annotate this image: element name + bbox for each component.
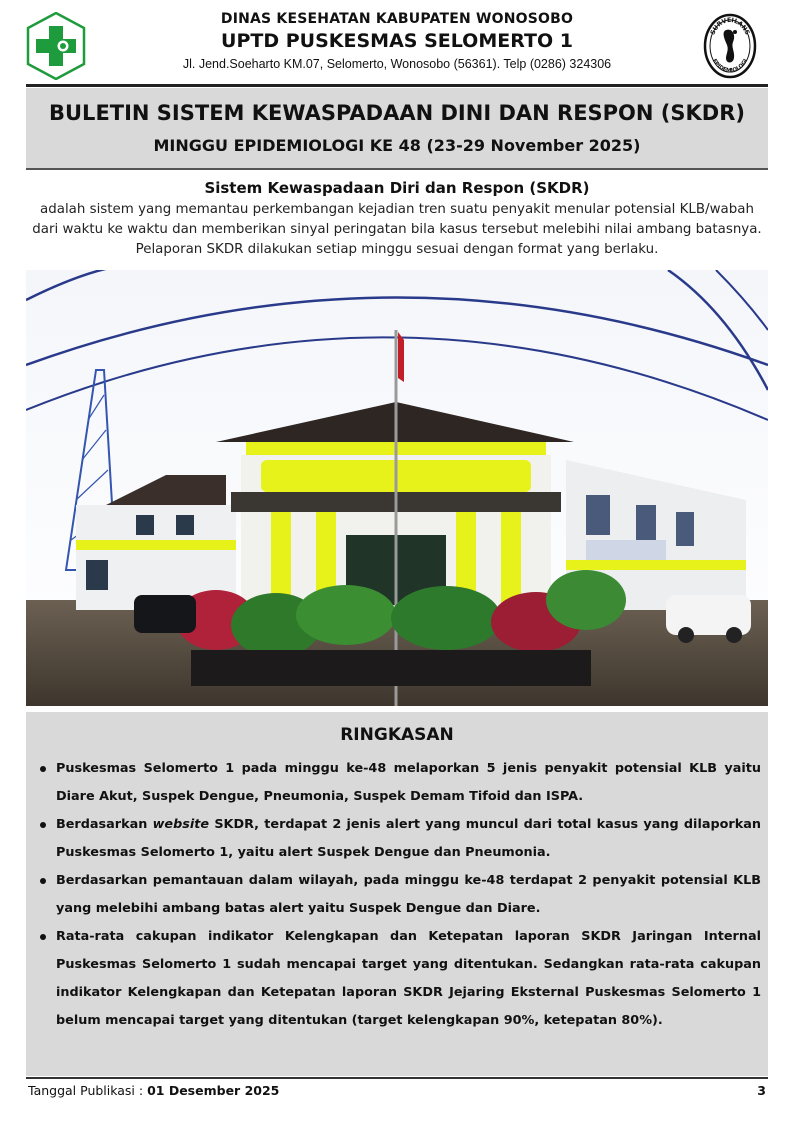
bullet-icon [40,766,46,772]
address: Jl. Jend.Soeharto KM.07, Selomerto, Wonosobo (56361). Telp (0286) 324306 [182,57,612,71]
summary-text: Berdasarkan pemantauan dalam wilayah, pada minggu ke-48 terdapat 2 penyakit potensial KLB yang melebihi ambang batas alert yaitu Suspek Dengue dan Diare. [56,873,761,916]
bulletin-title: BULETIN SISTEM KEWASPADAAN DINI DAN RESPON (SKDR) [49,101,745,125]
summary-box [26,712,768,1076]
puskesmas-building-photo [26,270,768,706]
summary-item-1 [36,755,761,811]
bullet-icon [40,934,46,940]
summary-text-italic: website [152,817,210,832]
intro-body: adalah sistem yang memantau perkembangan kejadian tren suatu penyakit menular potensial KLB/wabah dari waktu ke waktu dan memberikan sinyal peringatan bila kasus tersebut melebihi nilai ambang batasnya. Pelaporan SKDR dilakukan setiap minggu sesuai dengan format yang berlaku. [32,202,762,257]
svg-text:SURVEILANS: SURVEILANS [709,16,751,37]
svg-text:EPIDEMIOLOGI: EPIDEMIOLOGI [710,58,750,75]
summary-list [36,755,761,1035]
bulletin-title-band [26,88,768,170]
summary-item-2 [36,811,761,867]
bullet-icon [40,822,46,828]
summary-text: Rata-rata cakupan indikator Kelengkapan dan Ketepatan laporan SKDR Jaringan Internal Puskesmas Selomerto 1 sudah mencapai target yang ditentukan. Sedangkan rata-rata cakupan indikator Kelengkapan dan Ketepatan laporan SKDR Jejaring Eksternal Puskesmas Selomerto 1 belum mencapai target yang ditentukan (target kelengkapan 90%, ketepatan 80%). [56,929,761,1028]
publication-date: 01 Desember 2025 [147,1083,280,1098]
bullet-icon [40,878,46,884]
summary-text-post: SKDR, terdapat 2 jenis alert yang muncul dari total kasus yang dilaporkan Puskesmas Selomerto 1, yaitu alert Suspek Dengue dan Pneumonia. [56,817,761,860]
letterhead [26,10,768,82]
health-cross-logo-icon [26,12,86,80]
building-illustration [26,270,768,706]
publication-label: Tanggal Publikasi : [28,1083,148,1098]
page-number: 3 [757,1083,766,1098]
summary-item-4 [36,923,761,1035]
bulletin-subtitle: MINGGU EPIDEMIOLOGI KE 48 (23-29 November 2025) [153,136,641,155]
unit-name: UPTD PUSKESMAS SELOMERTO 1 [221,30,573,52]
skdr-intro [26,178,768,260]
intro-heading: Sistem Kewaspadaan Diri dan Respon (SKDR) [204,179,590,197]
summary-text-pre: Berdasarkan [56,817,153,832]
footer [28,1083,766,1101]
footer-divider [26,1077,768,1079]
header-divider [26,84,768,87]
summary-text: Puskesmas Selomerto 1 pada minggu ke-48 melaporkan 5 jenis penyakit potensial KLB yaitu Diare Akut, Suspek Dengue, Pneumonia, Suspek Demam Tifoid dan ISPA. [56,761,761,804]
agency-name: DINAS KESEHATAN KABUPATEN WONOSOBO [220,11,574,27]
surveilans-epidemiologi-emblem-icon [702,12,758,80]
summary-item-3 [36,867,761,923]
summary-heading: RINGKASAN [340,725,454,745]
